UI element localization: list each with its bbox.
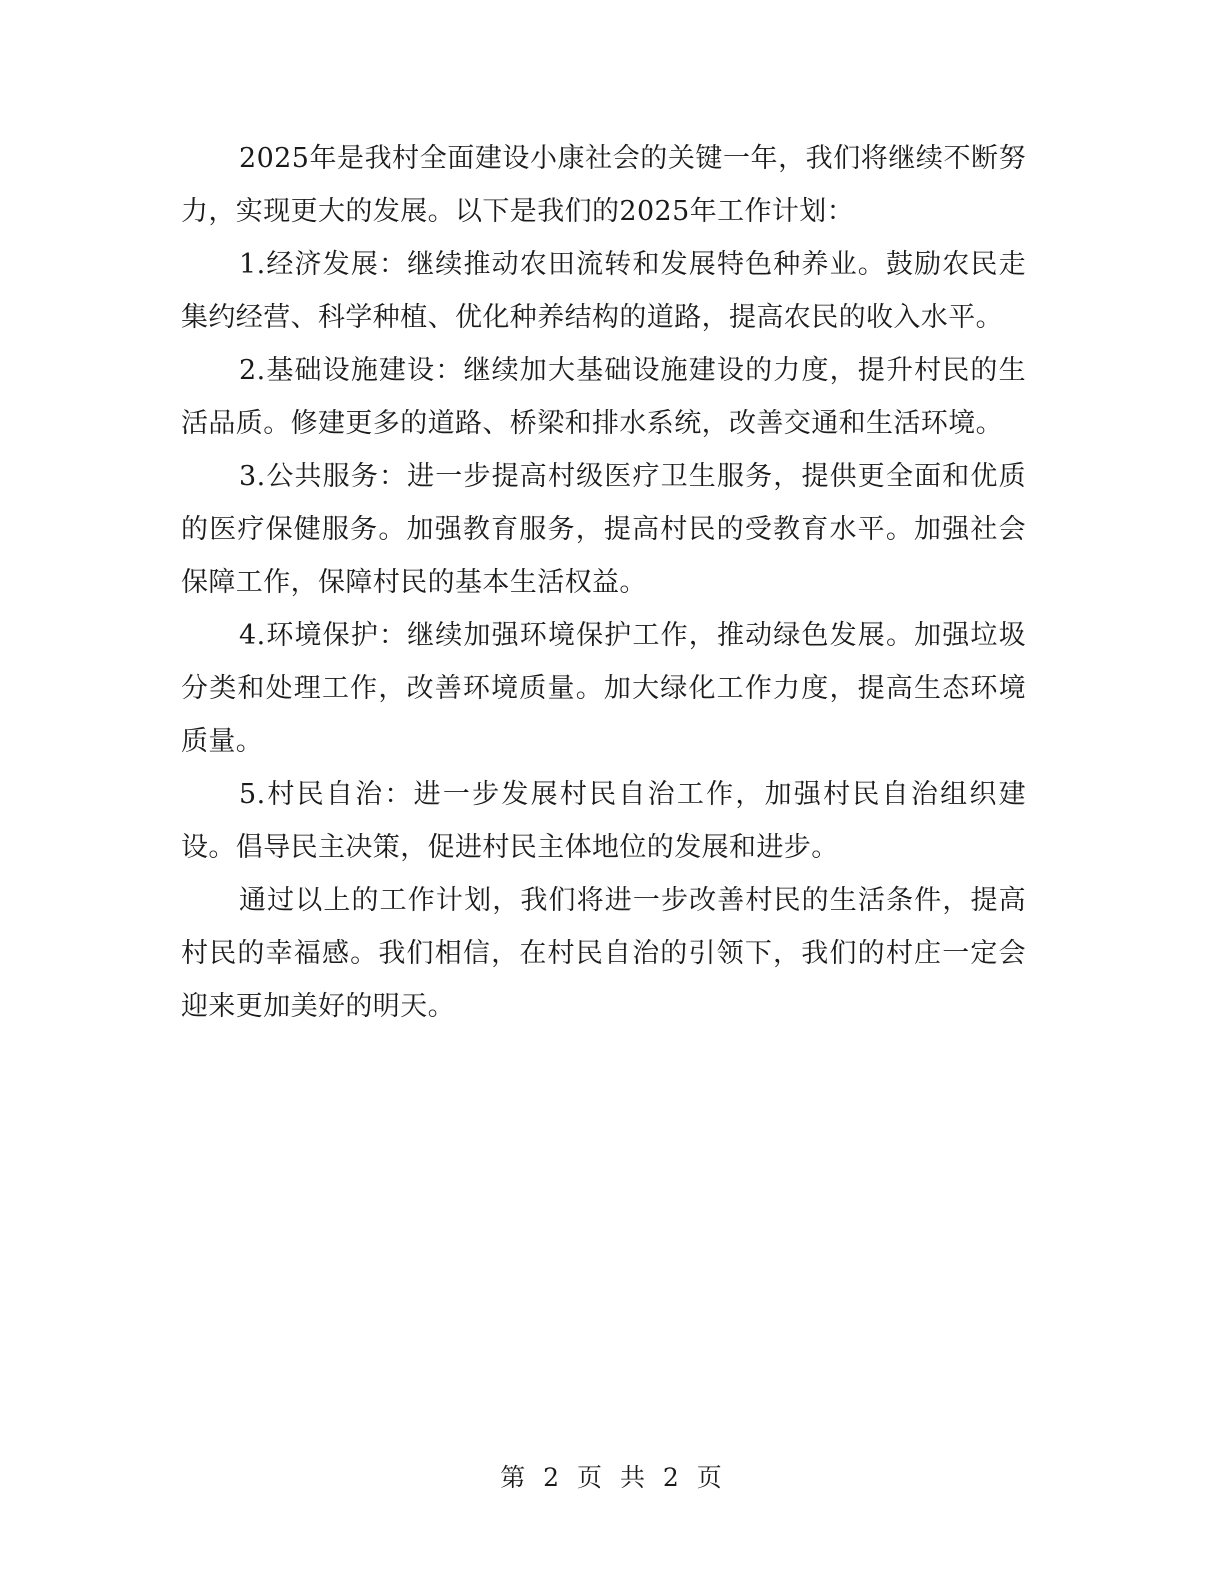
paragraph-public-services: 3.公共服务：进一步提高村级医疗卫生服务，提供更全面和优质的医疗保健服务。加强教育服务，提高村民的受教育水平。加强社会保障工作，保障村民的基本生活权益。	[181, 461, 1026, 598]
paragraph-villager-autonomy: 5.村民自治：进一步发展村民自治工作，加强村民自治组织建设。倡导民主决策，促进村民主体地位的发展和进步。	[181, 779, 1026, 863]
document-body	[181, 132, 1026, 1033]
page-number-footer: 第 2 页 共 2 页	[500, 1463, 724, 1492]
paragraph-conclusion: 通过以上的工作计划，我们将进一步改善村民的生活条件，提高村民的幸福感。我们相信，在村民自治的引领下，我们的村庄一定会迎来更加美好的明天。	[181, 885, 1026, 1022]
paragraph-intro: 2025年是我村全面建设小康社会的关键一年，我们将继续不断努力，实现更大的发展。以下是我们的2025年工作计划：	[181, 143, 1026, 227]
paragraph-economic-development: 1.经济发展：继续推动农田流转和发展特色种养业。鼓励农民走集约经营、科学种植、优化种养结构的道路，提高农民的收入水平。	[181, 249, 1026, 333]
paragraph-environmental-protection: 4.环境保护：继续加强环境保护工作，推动绿色发展。加强垃圾分类和处理工作，改善环境质量。加大绿化工作力度，提高生态环境质量。	[181, 620, 1026, 757]
paragraph-infrastructure: 2.基础设施建设：继续加大基础设施建设的力度，提升村民的生活品质。修建更多的道路、桥梁和排水系统，改善交通和生活环境。	[181, 355, 1026, 439]
